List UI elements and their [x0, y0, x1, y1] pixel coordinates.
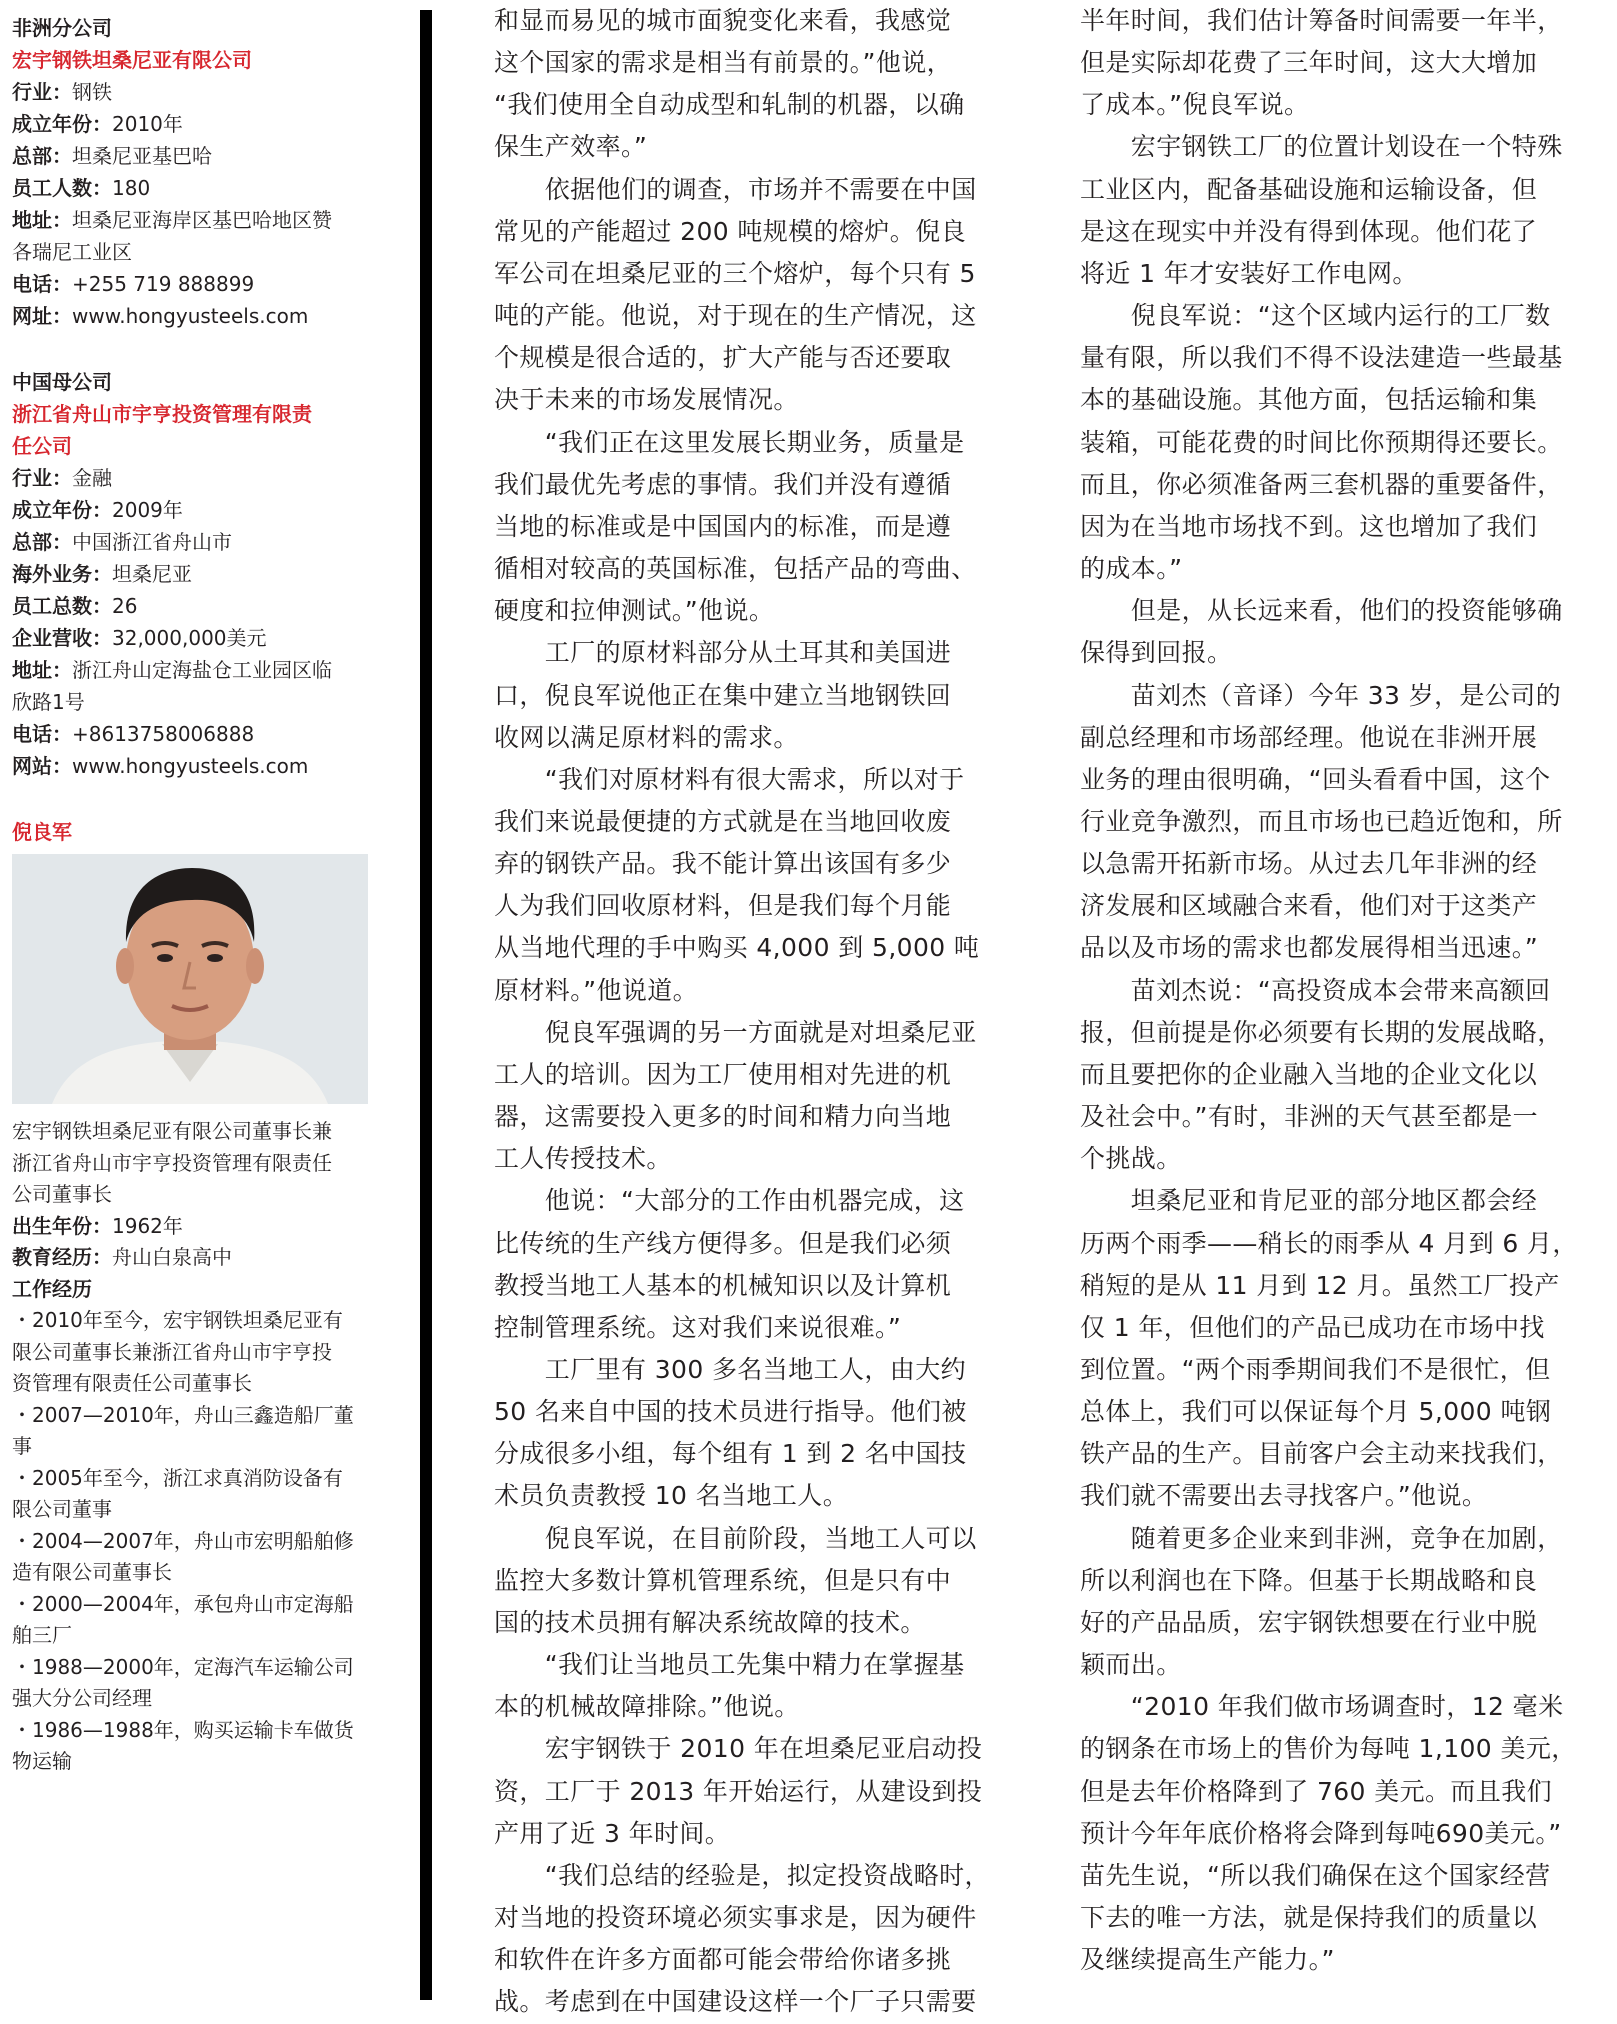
article-text-line: 收网以满足原材料的需求。	[494, 722, 799, 752]
article-text-line: “我们对原材料有很大需求，所以对于	[494, 764, 965, 794]
china-company-name-cont: 任公司	[12, 434, 72, 458]
article-text-line: 比传统的生产线方便得多。但是我们必须	[494, 1228, 952, 1258]
field-industry: 行业：钢铁	[12, 80, 112, 104]
africa-fields	[12, 76, 374, 332]
article-text-line: 苗刘杰（音译）今年 33 岁，是公司的	[1080, 680, 1562, 710]
field-employees: 员工人数：180	[12, 176, 151, 200]
article-text-line: 的钢条在市场上的售价为每吨 1,100 美元，	[1080, 1734, 1577, 1764]
article-text-line: 保生产效率。”	[494, 132, 648, 162]
work-history-line: ・2000—2004年，承包舟山市定海船	[12, 1591, 354, 1616]
work-history-line: ・2004—2007年，舟山市宏明船舶修	[12, 1528, 354, 1553]
article-text-line: 硬度和拉伸测试。”他说。	[494, 596, 775, 626]
china-parent-section	[12, 366, 374, 782]
work-history-line: 舶三厂	[12, 1623, 72, 1647]
article-text-line: 好的产品品质，宏宇钢铁想要在行业中脱	[1080, 1607, 1538, 1637]
person-title-cont: 浙江省舟山市宇亨投资管理有限责任	[12, 1150, 332, 1175]
field-address: 地址：坦桑尼亚海岸区基巴哈地区赞	[12, 208, 332, 232]
person-portrait-photo	[12, 854, 368, 1104]
article-text-line: 教授当地工人基本的机械知识以及计算机	[494, 1270, 952, 1300]
field-revenue: 企业营收：32,000,000美元	[12, 626, 267, 650]
article-text-line: 工业区内，配备基础设施和运输设备，但	[1080, 174, 1538, 204]
field-address-cont: 各瑞尼工业区	[12, 240, 132, 264]
article-text-line: 历两个雨季——稍长的雨季从 4 月到 6 月，	[1080, 1228, 1578, 1258]
article-text-line: 术员负责教授 10 名当地工人。	[494, 1481, 849, 1511]
article-text-line: 吨的产能。他说，对于现在的生产情况，这	[494, 301, 977, 331]
article-text-line: 但是实际却花费了三年时间，这大大增加	[1080, 48, 1538, 78]
article-text-line: 而且要把你的企业融入当地的企业文化以	[1080, 1059, 1538, 1089]
article-text-line: 资，工厂于 2013 年开始运行，从建设到投	[494, 1776, 983, 1806]
field-phone: 电话：+8613758006888	[12, 722, 255, 746]
article-text-line: 循相对较高的英国标准，包括产品的弯曲、	[494, 554, 977, 584]
article-text-line: “2010 年我们做市场调查时，12 毫米	[1080, 1692, 1564, 1722]
article-text-line: 装箱，可能花费的时间比你预期得还要长。	[1080, 427, 1563, 457]
field-overseas: 海外业务：坦桑尼亚	[12, 562, 192, 586]
work-history-line: ・1988—2000年，定海汽车运输公司	[12, 1654, 354, 1679]
article-text-line: 倪良军说，在目前阶段，当地工人可以	[494, 1523, 977, 1553]
article-text-line: 产用了近 3 年时间。	[494, 1818, 731, 1848]
article-text-line: 行业竞争激烈，而且市场也已趋近饱和，所	[1080, 806, 1563, 836]
work-history-line: 限公司董事长兼浙江省舟山市宇亨投	[12, 1339, 332, 1364]
article-text-line: 及社会中。”有时，非洲的天气甚至都是一	[1080, 1102, 1539, 1132]
article-text-line: 我们来说最便捷的方式就是在当地回收废	[494, 806, 952, 836]
article-text-line: 半年时间，我们估计筹备时间需要一年半，	[1080, 6, 1563, 35]
africa-branch-section	[12, 12, 374, 332]
work-history-line: 事	[12, 1434, 32, 1458]
article-text-line: 倪良军强调的另一方面就是对坦桑尼亚	[494, 1017, 977, 1047]
article-text-line: 分成很多小组，每个组有 1 到 2 名中国技	[494, 1439, 967, 1469]
field-website: 网站：www.hongyusteels.com	[12, 754, 309, 778]
work-history-line: 物运输	[12, 1749, 72, 1773]
work-history-line: ・1986—1988年，购买运输卡车做货	[12, 1717, 354, 1742]
article-text-line: 工人传授技术。	[494, 1144, 672, 1174]
person-birth: 出生年份：1962年	[12, 1213, 183, 1238]
article-text-line: 常见的产能超过 200 吨规模的熔炉。倪良	[494, 216, 967, 246]
article-text-line: 控制管理系统。这对我们来说很难。”	[494, 1312, 902, 1342]
article-text-line: 宏宇钢铁工厂的位置计划设在一个特殊	[1080, 132, 1563, 162]
article-text-line: 弃的钢铁产品。我不能计算出该国有多少	[494, 849, 952, 879]
africa-branch-heading: 非洲分公司	[12, 16, 112, 40]
article-text-line: 本的基础设施。其他方面，包括运输和集	[1080, 385, 1538, 415]
article-text-line: 随着更多企业来到非洲，竞争在加剧，	[1080, 1523, 1563, 1553]
article-text-line: 国的技术员拥有解决系统故障的技术。	[494, 1607, 926, 1637]
article-text-line: 我们最优先考虑的事情。我们并没有遵循	[494, 469, 952, 499]
article-text-line: 军公司在坦桑尼亚的三个熔炉，每个只有 5	[494, 258, 976, 288]
person-education: 教育经历：舟山白泉高中	[12, 1245, 232, 1269]
work-history-line: 强大分公司经理	[12, 1686, 152, 1710]
article-text-line: 我们就不需要出去寻找客户。”他说。	[1080, 1481, 1488, 1511]
article-text-line: 和显而易见的城市面貌变化来看，我感觉	[494, 6, 952, 35]
person-title: 宏宇钢铁坦桑尼亚有限公司董事长兼	[12, 1119, 332, 1143]
article-text-line: 监控大多数计算机管理系统，但是只有中	[494, 1565, 952, 1595]
article-text-line: 原材料。”他说道。	[494, 975, 699, 1005]
article-text-line: 当地的标准或是中国国内的标准，而是遵	[494, 511, 952, 541]
work-history-list	[12, 1305, 374, 1778]
article-text-line: 个挑战。	[1080, 1144, 1182, 1174]
field-hq: 总部：中国浙江省舟山市	[12, 530, 232, 554]
article-text-line: 将近 1 年才安装好工作电网。	[1080, 258, 1418, 288]
article-text-line: 预计今年年底价格将会降到每吨690美元。”	[1080, 1818, 1562, 1848]
article-text-line: 及继续提高生产能力。”	[1080, 1945, 1335, 1975]
article-text-line: 口，倪良军说他正在集中建立当地钢铁回	[494, 680, 952, 710]
article-text-line: 铁产品的生产。目前客户会主动来找我们，	[1080, 1439, 1563, 1469]
article-text-line: 品以及市场的需求也都发展得相当迅速。”	[1080, 933, 1539, 963]
article-column-middle	[494, 0, 1024, 2024]
person-title-cont: 公司董事长	[12, 1182, 112, 1206]
article-text-line: 但是去年价格降到了 760 美元。而且我们	[1080, 1776, 1553, 1806]
work-history-line: 造有限公司董事长	[12, 1560, 172, 1584]
article-text-line: 量有限，所以我们不得不设法建造一些最基	[1080, 343, 1563, 373]
work-history-line: ・2007—2010年，舟山三鑫造船厂董	[12, 1402, 354, 1427]
column-divider-rule	[420, 10, 432, 2000]
article-text-line: 50 名来自中国的技术员进行指导。他们被	[494, 1397, 967, 1427]
article-text-line: 工厂里有 300 多名当地工人，由大约	[494, 1355, 967, 1384]
article-text-line: 本的机械故障排除。”他说。	[494, 1692, 800, 1722]
person-name: 倪良军	[12, 820, 72, 844]
africa-company-name: 宏宇钢铁坦桑尼亚有限公司	[12, 48, 252, 72]
article-text-line: 稍短的是从 11 月到 12 月。虽然工厂投产	[1080, 1270, 1560, 1300]
article-text-line: 是这在现实中并没有得到体现。他们花了	[1080, 216, 1538, 246]
field-founded: 成立年份：2009年	[12, 498, 183, 522]
work-history-line: ・2010年至今，宏宇钢铁坦桑尼亚有	[12, 1308, 343, 1332]
article-text-line: “我们让当地员工先集中精力在掌握基	[494, 1650, 965, 1680]
article-text-line: 而且，你必须准备两三套机器的重要备件，	[1080, 469, 1563, 499]
work-history-line: ・2005年至今，浙江求真消防设备有	[12, 1465, 343, 1490]
article-text-line: “我们使用全自动成型和轧制的机器，以确	[494, 90, 965, 120]
article-text-line: 器，这需要投入更多的时间和精力向当地	[494, 1102, 952, 1132]
china-company-name: 浙江省舟山市宇亨投资管理有限责	[12, 402, 312, 426]
work-history-line: 资管理有限责任公司董事长	[12, 1371, 252, 1395]
article-text-line: 个规模是很合适的，扩大产能与否还要取	[494, 343, 952, 373]
field-website: 网址：www.hongyusteels.com	[12, 304, 309, 328]
article-text-line: 所以利润也在下降。但基于长期战略和良	[1080, 1565, 1538, 1595]
article-text-line: 仅 1 年，但他们的产品已成功在市场中找	[1080, 1312, 1545, 1342]
china-fields	[12, 462, 374, 782]
article-text-line: 对当地的投资环境必须实事求是，因为硬件	[494, 1903, 977, 1933]
field-phone: 电话：+255 719 888899	[12, 272, 255, 296]
article-text-line: 和软件在许多方面都可能会带给你诸多挑	[494, 1945, 952, 1975]
article-text-line: 决于未来的市场发展情况。	[494, 385, 799, 415]
article-column-right	[1080, 0, 1610, 1981]
article-text-line: 人为我们回收原材料，但是我们每个月能	[494, 891, 952, 921]
article-text-line: 的成本。”	[1080, 554, 1183, 584]
article-text-line: “我们正在这里发展长期业务，质量是	[494, 427, 965, 457]
article-text-line: 依据他们的调查，市场并不需要在中国	[494, 174, 977, 204]
field-address-cont: 欣路1号	[12, 690, 85, 714]
china-parent-heading: 中国母公司	[12, 370, 112, 394]
article-text-line: 业务的理由很明确，“回头看看中国，这个	[1080, 764, 1551, 794]
article-text-line: 倪良军说：“这个区域内运行的工厂数	[1080, 301, 1551, 331]
article-text-line: 济发展和区域融合来看，他们对于这类产	[1080, 891, 1538, 921]
article-text-line: 坦桑尼亚和肯尼亚的部分地区都会经	[1080, 1186, 1538, 1216]
field-hq: 总部：坦桑尼亚基巴哈	[12, 144, 212, 168]
article-text-line: 以急需开拓新市场。从过去几年非洲的经	[1080, 849, 1538, 879]
work-history-line: 限公司董事	[12, 1497, 112, 1521]
article-text-line: 报，但前提是你必须要有长期的发展战略，	[1080, 1017, 1563, 1047]
article-text-line: “我们总结的经验是，拟定投资战略时，	[494, 1860, 990, 1890]
article-text-line: 工厂的原材料部分从土耳其和美国进	[494, 638, 952, 668]
article-text-line: 了成本。”倪良军说。	[1080, 90, 1310, 120]
field-employees: 员工总数：26	[12, 594, 138, 618]
article-text-line: 从当地代理的手中购买 4,000 到 5,000 吨	[494, 933, 980, 963]
article-text-line: 因为在当地市场找不到。这也增加了我们	[1080, 511, 1538, 541]
article-text-line: 到位置。“两个雨季期间我们不是很忙，但	[1080, 1355, 1551, 1384]
article-text-line: 总体上，我们可以保证每个月 5,000 吨钢	[1080, 1397, 1552, 1427]
article-text-line: 颖而出。	[1080, 1650, 1182, 1680]
field-founded: 成立年份：2010年	[12, 112, 183, 136]
article-text-line: 但是，从长远来看，他们的投资能够确	[1080, 596, 1563, 626]
article-text-line: 战。考虑到在中国建设这样一个厂子只需要	[494, 1987, 977, 2017]
work-history-heading: 工作经历	[12, 1276, 92, 1301]
article-text-line: 这个国家的需求是相当有前景的。”他说，	[494, 48, 953, 78]
person-bio	[12, 1116, 374, 1778]
field-address: 地址：浙江舟山定海盐仓工业园区临	[12, 658, 332, 682]
article-text-line: 宏宇钢铁于 2010 年在坦桑尼亚启动投	[494, 1734, 983, 1764]
company-sidebar	[12, 12, 374, 1778]
article-text-line: 副总经理和市场部经理。他说在非洲开展	[1080, 722, 1538, 752]
article-text-line: 保得到回报。	[1080, 638, 1233, 668]
article-text-line: 他说：“大部分的工作由机器完成，这	[494, 1186, 965, 1216]
article-text-line: 苗刘杰说：“高投资成本会带来高额回	[1080, 975, 1551, 1005]
article-text-line: 工人的培训。因为工厂使用相对先进的机	[494, 1059, 952, 1089]
article-text-line: 苗先生说，“所以我们确保在这个国家经营	[1080, 1860, 1551, 1890]
article-text-line: 下去的唯一方法，就是保持我们的质量以	[1080, 1903, 1538, 1933]
field-industry: 行业：金融	[12, 466, 112, 490]
person-profile-section	[12, 816, 374, 1778]
portrait-illustration	[12, 854, 368, 1104]
